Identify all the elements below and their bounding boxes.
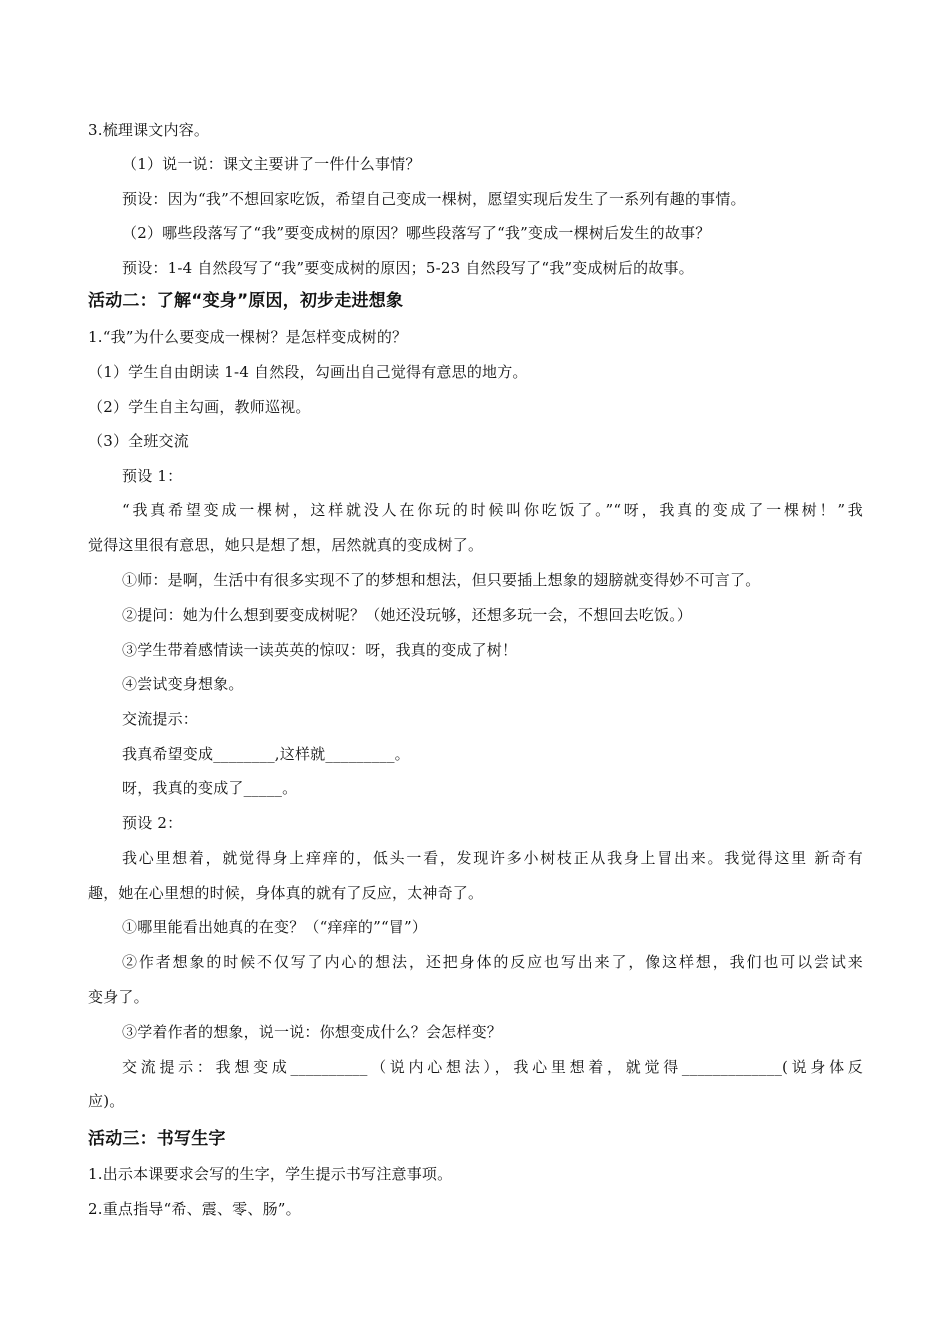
fill-in-sentence: 交流提示：我想变成__________（说内心想法），我心里想着，就觉得_____________(说身体反 — [122, 1058, 863, 1076]
quote-paragraph: “我真希望变成一棵树，这样就没人在你玩的时候叫你吃饭了。”“呀，我真的变成了一棵树！”我 — [122, 501, 863, 519]
answer-text: 预设：因为“我”不想回家吃饭，希望自己变成一棵树，愿望实现后发生了一系列有趣的事情。 — [122, 190, 746, 208]
list-item: ②作者想象的时候不仅写了内心的想法，还把身体的反应也写出来了，像这样想，我们也可以尝试来 — [122, 953, 863, 971]
paragraph-text: 应)。 — [88, 1092, 125, 1110]
step-item: （3）全班交流 — [88, 432, 189, 450]
list-item: ③学生带着感情读一读英英的惊叹：呀，我真的变成了树！ — [122, 641, 518, 659]
fill-in-sentence: 呀，我真的变成了_____。 — [122, 779, 298, 797]
paragraph-text: 觉得这里很有意思，她只是想了想，居然就真的变成树了。 — [88, 536, 484, 554]
question-text: （2）哪些段落写了“我”要变成树的原因？哪些段落写了“我”变成一棵树后发生的故事？ — [122, 224, 711, 242]
list-item: ②提问：她为什么想到要变成树呢？（她还没玩够，还想多玩一会，不想回去吃饭。） — [122, 606, 693, 624]
step-item: （1）学生自由朗读 1-4 自然段，勾画出自己觉得有意思的地方。 — [88, 363, 528, 381]
section-item: 3.梳理课文内容。 — [88, 121, 210, 139]
preset-label: 预设 1： — [122, 467, 183, 485]
section-item: 1.出示本课要求会写的生字，学生提示书写注意事项。 — [88, 1165, 453, 1183]
activity-heading: 活动二：了解“变身”原因，初步走进想象 — [88, 291, 404, 311]
list-item: ④尝试变身想象。 — [122, 675, 244, 693]
question-text: （1）说一说：课文主要讲了一件什么事情？ — [122, 155, 421, 173]
list-item: ①哪里能看出她真的在变？（“痒痒的”“冒”） — [122, 918, 428, 936]
list-item: ①师：是啊，生活中有很多实现不了的梦想和想法，但只要插上想象的翅膀就变得妙不可言了。 — [122, 571, 761, 589]
paragraph-text: 我心里想着，就觉得身上痒痒的，低头一看，发现许多小树枝正从我身上冒出来。我觉得这里 新奇有 — [122, 849, 863, 867]
paragraph-text: 趣，她在心里想的时候，身体真的就有了反应，太神奇了。 — [88, 884, 484, 902]
preset-label: 预设 2： — [122, 814, 183, 832]
list-item: ③学着作者的想象，说一说：你想变成什么？会怎样变？ — [122, 1023, 503, 1041]
paragraph-text: 变身了。 — [88, 988, 149, 1006]
fill-in-sentence: 我真希望变成________,这样就_________。 — [122, 745, 410, 763]
activity-heading: 活动三：书写生字 — [88, 1129, 226, 1149]
section-item: 2.重点指导“希、震、零、肠”。 — [88, 1200, 301, 1218]
section-item: 1.“我”为什么要变成一棵树？是怎样变成树的？ — [88, 328, 408, 346]
answer-text: 预设：1-4 自然段写了“我”要变成树的原因；5-23 自然段写了“我”变成树后的故事。 — [122, 259, 694, 277]
step-item: （2）学生自主勾画，教师巡视。 — [88, 398, 311, 416]
prompt-label: 交流提示： — [122, 710, 199, 728]
